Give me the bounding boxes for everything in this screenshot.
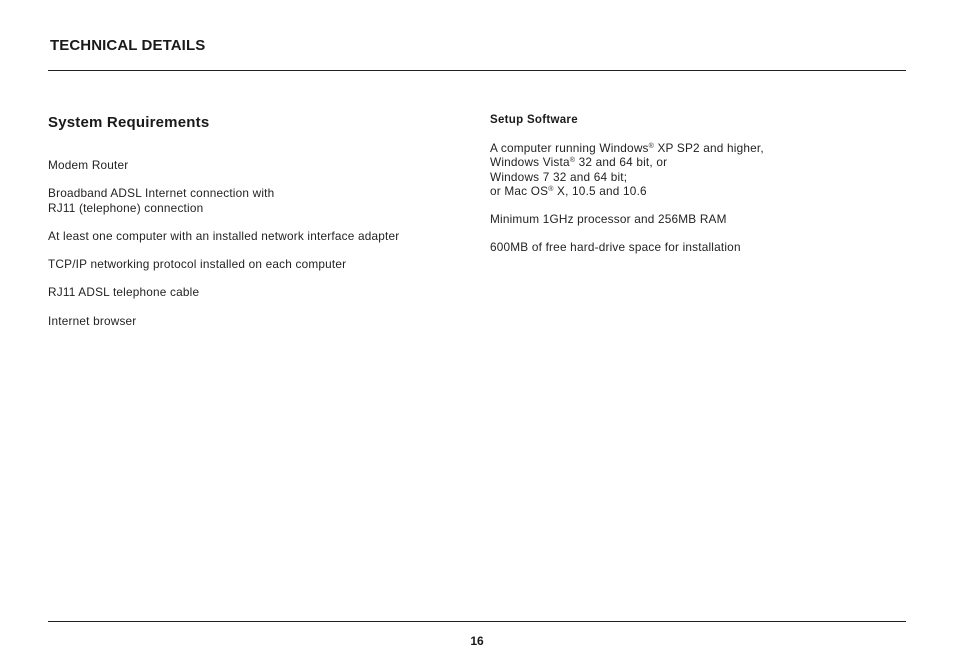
system-requirements-title: System Requirements xyxy=(48,114,210,131)
requirement-line: Internet browser xyxy=(48,313,137,328)
page-number: 16 xyxy=(470,634,484,648)
requirement-line: RJ11 ADSL telephone cable xyxy=(48,285,200,300)
processor-requirement: Minimum 1GHz processor and 256MB RAM xyxy=(490,212,727,227)
system-requirements-column xyxy=(48,114,468,342)
requirement-item xyxy=(48,186,468,215)
requirement-item xyxy=(48,229,468,243)
requirement-line: At least one computer with an installed network interface adapter xyxy=(48,228,400,243)
os-line-windows-xp: A computer running Windows® XP SP2 and higher, xyxy=(490,141,764,155)
requirement-item xyxy=(48,285,468,299)
requirement-item xyxy=(48,158,468,172)
os-line-windows-7: Windows 7 32 and 64 bit; xyxy=(490,169,628,184)
requirement-item xyxy=(48,257,468,271)
top-divider xyxy=(48,70,906,71)
os-line-windows-vista: Windows Vista® 32 and 64 bit, or xyxy=(490,155,668,170)
requirement-line: RJ11 (telephone) connection xyxy=(48,200,204,215)
setup-software-column xyxy=(490,114,890,269)
setup-software-title: Setup Software xyxy=(490,114,578,126)
requirement-item xyxy=(48,314,468,328)
requirement-line: Modem Router xyxy=(48,158,129,172)
disk-space-requirement: 600MB of free hard-drive space for installation xyxy=(490,240,741,255)
section-title: TECHNICAL DETAILS xyxy=(50,37,206,54)
requirement-line: Broadband ADSL Internet connection with xyxy=(48,186,275,201)
requirement-line: TCP/IP networking protocol installed on each computer xyxy=(48,257,347,272)
os-requirements xyxy=(490,141,890,198)
bottom-divider xyxy=(48,621,906,622)
os-line-mac-os: or Mac OS® X, 10.5 and 10.6 xyxy=(490,183,647,198)
